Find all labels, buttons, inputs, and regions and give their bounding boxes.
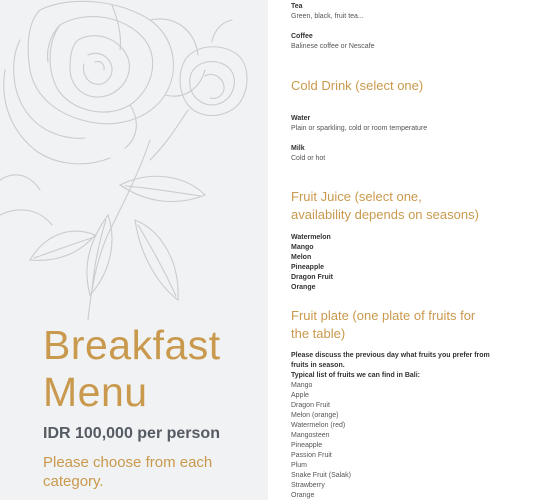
list-item: Apple — [291, 392, 309, 399]
section-heading-cold-drink: Cold Drink (select one) — [291, 78, 424, 93]
menu-content — [291, 0, 531, 500]
list-item: Orange — [291, 492, 315, 499]
fruit-plate-note — [291, 351, 521, 381]
note-line-2: fruits in season. — [291, 362, 345, 369]
title-line-2: Menu — [43, 369, 148, 415]
list-item: Plum — [291, 462, 307, 469]
item-description: Plain or sparkling, cold or room temperature — [291, 125, 428, 132]
list-item: Melon (orange) — [291, 412, 339, 419]
heading-line-2: the table) — [291, 326, 346, 341]
list-item: Pineapple — [291, 442, 323, 449]
floral-illustration — [0, 0, 268, 330]
fruit-plate-list — [291, 381, 351, 500]
list-item: Snake Fruit (Salak) — [291, 472, 351, 479]
item-description: Green, black, fruit tea... — [291, 13, 364, 20]
item-name: Coffee — [291, 33, 313, 40]
heading-line-1: Fruit Juice (select one, — [291, 189, 422, 204]
title-line-1: Breakfast — [43, 322, 221, 368]
list-item: Mango — [291, 382, 313, 389]
list-item: Watermelon (red) — [291, 422, 346, 429]
menu-item-milk — [291, 144, 325, 164]
list-item: Melon — [291, 254, 312, 261]
list-item: Watermelon — [291, 234, 331, 241]
list-item: Strawberry — [291, 482, 325, 489]
list-item: Dragon Fruit — [291, 402, 330, 409]
list-item: Mango — [291, 244, 314, 251]
note-line-1: Please discuss the previous day what fruits you prefer from — [291, 352, 490, 359]
heading-line-1: Fruit plate (one plate of fruits for — [291, 308, 476, 323]
list-item: Orange — [291, 284, 316, 291]
item-name: Water — [291, 115, 311, 122]
instruction-text: Please choose from each category. — [43, 454, 213, 490]
note-line-3: Typical list of fruits we can find in Bali: — [291, 372, 420, 379]
list-item: Dragon Fruit — [291, 274, 333, 281]
fruit-juice-list — [291, 233, 333, 293]
list-item: Passion Fruit — [291, 452, 332, 459]
page-title — [43, 322, 263, 416]
item-description: Cold or hot — [291, 155, 326, 162]
section-heading-fruit-juice — [291, 188, 479, 224]
menu-item-tea — [291, 2, 364, 22]
section-heading-fruit-plate — [291, 307, 475, 343]
item-name: Milk — [291, 145, 305, 152]
menu-item-coffee — [291, 32, 375, 52]
list-item: Mangosteen — [291, 432, 330, 439]
list-item: Pineapple — [291, 264, 325, 271]
item-description: Balinese coffee or Nescafe — [291, 43, 375, 50]
item-name: Tea — [291, 3, 303, 10]
heading-line-2: availability depends on seasons) — [291, 207, 479, 222]
menu-item-water — [291, 114, 427, 134]
price-label: IDR 100,000 per person — [43, 425, 220, 442]
